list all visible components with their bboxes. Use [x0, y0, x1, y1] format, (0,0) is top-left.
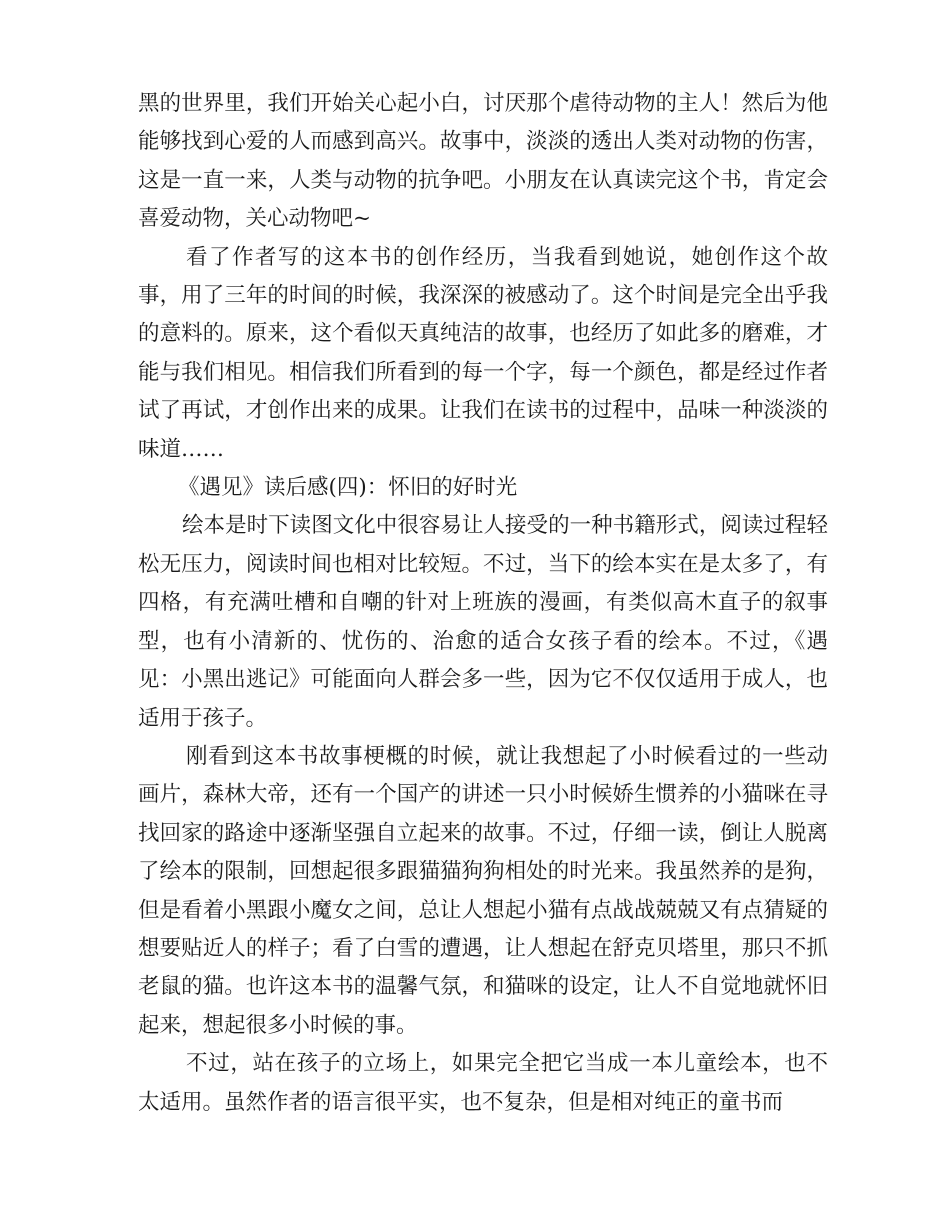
paragraph-continued: 黑的世界里，我们开始关心起小白，讨厌那个虐待动物的主人！然后为他能够找到心爱的人而感到高兴。故事中，淡淡的透出人类对动物的伤害，这是一直一来，人类与动物的抗争吧。小朋友在认真读完这个书，肯定会喜爱动物，关心动物吧~ — [138, 91, 828, 232]
paragraph-memories: 刚看到这本书故事梗概的时候，就让我想起了小时候看过的一些动画片，森林大帝，还有一个国产的讲述一只小时候娇生惯养的小猫咪在寻找回家的路途中逐渐坚强自立起来的故事。不过，仔细一读，倒让人脱离了绘本的限制，回想起很多跟猫猫狗狗相处的时光来。我虽然养的是狗，但是看着小黑跟小魔女之间，总让人想起小猫有点战战兢兢又有点猜疑的想要贴近人的样子；看了白雪的遭遇，让人想起在舒克贝塔里，那只不抓老鼠的猫。也许这本书的温馨气氛，和猫咪的设定，让人不自觉地就怀旧起来，想起很多小时候的事。 — [138, 743, 828, 1038]
paragraph-children-perspective: 不过，站在孩子的立场上，如果完全把它当成一本儿童绘本，也不太适用。虽然作者的语言很平实，也不复杂，但是相对纯正的童书而 — [138, 1051, 828, 1115]
paragraph-creation-story: 看了作者写的这本书的创作经历，当我看到她说，她创作这个故事，用了三年的时间的时候，我深深的被感动了。这个时间是完全出乎我的意料的。原来，这个看似天真纯洁的故事，也经历了如此多的磨难，才能与我们相见。相信我们所看到的每一个字，每一个颜色，都是经过作者试了再试，才创作出来的成果。让我们在读书的过程中，品味一种淡淡的味道…… — [138, 244, 828, 462]
paragraph-picture-books: 绘本是时下读图文化中很容易让人接受的一种书籍形式，阅读过程轻松无压力，阅读时间也相对比较短。不过，当下的绘本实在是太多了，有四格，有充满吐槽和自嘲的针对上班族的漫画，有类似高木直子的叙事型，也有小清新的、忧伤的、治愈的适合女孩子看的绘本。不过，《遇见：小黑出逃记》可能面向人群会多一些，因为它不仅仅适用于成人，也适用于孩子。 — [138, 513, 828, 731]
section-heading: 《遇见》读后感(四)：怀旧的好时光 — [178, 475, 518, 501]
article-body — [138, 85, 828, 1122]
